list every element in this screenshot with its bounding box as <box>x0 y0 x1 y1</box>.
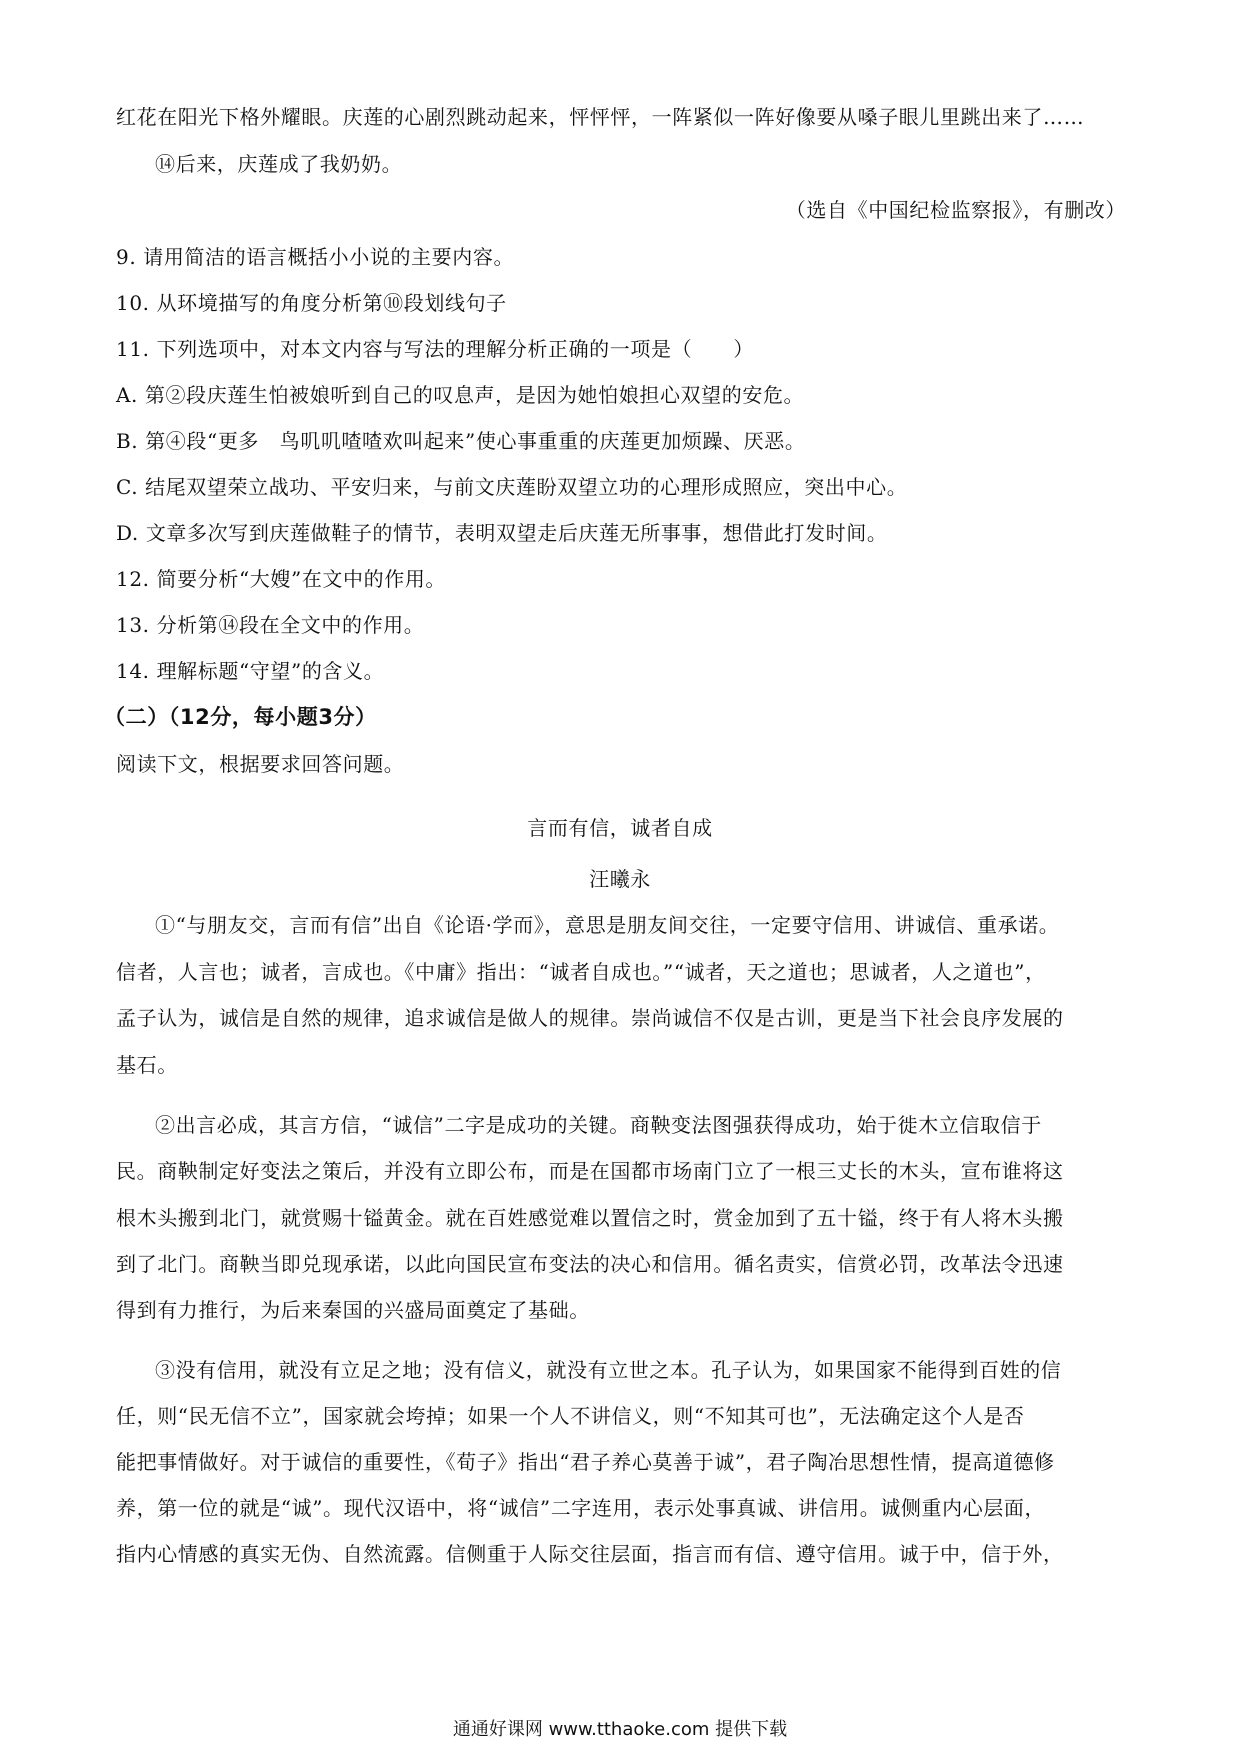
article-line: 能把事情做好。对于诚信的重要性，《荀子》指出“君子养心莫善于诚”，君子陶冶思想性情，提高道德修 <box>116 1450 1055 1474</box>
source-citation: （选自《中国纪检监察报》，有删改） <box>785 198 1126 222</box>
question-13: 13. 分析第⑭段在全文中的作用。 <box>116 613 425 637</box>
paragraph-14: ⑭后来，庆莲成了我奶奶。 <box>155 152 403 176</box>
option-a: A. 第②段庆莲生怕被娘听到自己的叹息声，是因为她怕娘担心双望的安危。 <box>116 383 805 407</box>
article-line: 信者，人言也；诚者，言成也。《中庸》指出：“诚者自成也。”“诚者，天之道也；思诚者，人之道也”， <box>116 960 1046 984</box>
article-title: 言而有信，诚者自成 <box>527 816 713 840</box>
section-instruction: 阅读下文，根据要求回答问题。 <box>116 752 405 776</box>
question-12: 12. 简要分析“大嫂”在文中的作用。 <box>116 567 447 591</box>
question-10: 10. 从环境描写的角度分析第⑩段划线句子 <box>116 291 507 315</box>
story-last-line: 红花在阳光下格外耀眼。庆莲的心剧烈跳动起来，怦怦怦，一阵紧似一阵好像要从嗓子眼儿里跳出来了…… <box>116 105 1085 129</box>
article-line: 养，第一位的就是“诚”。现代汉语中，将“诚信”二字连用，表示处事真诚、讲信用。诚侧重内心层面， <box>116 1496 1046 1520</box>
article-line: 指内心情感的真实无伪、自然流露。信侧重于人际交往层面，指言而有信、遵守信用。诚于中，信于外， <box>116 1542 1064 1566</box>
article-author: 汪曦永 <box>589 867 651 891</box>
question-9: 9. 请用简洁的语言概括小小说的主要内容。 <box>116 245 515 269</box>
question-14: 14. 理解标题“守望”的含义。 <box>116 659 385 683</box>
article-line: 到了北门。商鞅当即兑现承诺，以此向国民宣布变法的决心和信用。循名责实，信赏必罚，改革法令迅速 <box>116 1252 1064 1276</box>
option-b: B. 第④段“更多 鸟叽叽喳喳欢叫起来”使心事重重的庆莲更加烦躁、厌恶。 <box>116 429 806 453</box>
page-footer: 通通好课网 www.tthaoke.com 提供下载 <box>452 1719 788 1740</box>
option-d: D. 文章多次写到庆莲做鞋子的情节，表明双望走后庆莲无所事事，想借此打发时间。 <box>116 521 888 545</box>
article-line: 基石。 <box>116 1053 178 1077</box>
section-heading: （二）（12分，每小题3分） <box>104 705 377 729</box>
option-c: C. 结尾双望荣立战功、平安归来，与前文庆莲盼双望立功的心理形成照应，突出中心。 <box>116 475 908 499</box>
article-line: 得到有力推行，为后来秦国的兴盛局面奠定了基础。 <box>116 1298 590 1322</box>
question-11: 11. 下列选项中，对本文内容与写法的理解分析正确的一项是（ ） <box>116 337 754 361</box>
article-line: 根木头搬到北门，就赏赐十镒黄金。就在百姓感觉难以置信之时，赏金加到了五十镒，终于有人将木头搬 <box>116 1206 1064 1230</box>
article-line: ②出言必成，其言方信，“诚信”二字是成功的关键。商鞅变法图强获得成功，始于徙木立信取信于 <box>155 1113 1042 1137</box>
article-line: ①“与朋友交，言而有信”出自《论语·学而》，意思是朋友间交往，一定要守信用、讲诚信、重承诺。 <box>155 913 1060 937</box>
article-line: 孟子认为，诚信是自然的规律，追求诚信是做人的规律。崇尚诚信不仅是古训，更是当下社会良序发展的 <box>116 1006 1064 1030</box>
article-line: ③没有信用，就没有立足之地；没有信义，就没有立世之本。孔子认为，如果国家不能得到百姓的信 <box>155 1358 1062 1382</box>
article-line: 任，则“民无信不立”，国家就会垮掉；如果一个人不讲信义，则“不知其可也”，无法确定这个人是否 <box>116 1404 1025 1428</box>
article-line: 民。商鞅制定好变法之策后，并没有立即公布，而是在国都市场南门立了一根三丈长的木头，宣布谁将这 <box>116 1159 1064 1183</box>
